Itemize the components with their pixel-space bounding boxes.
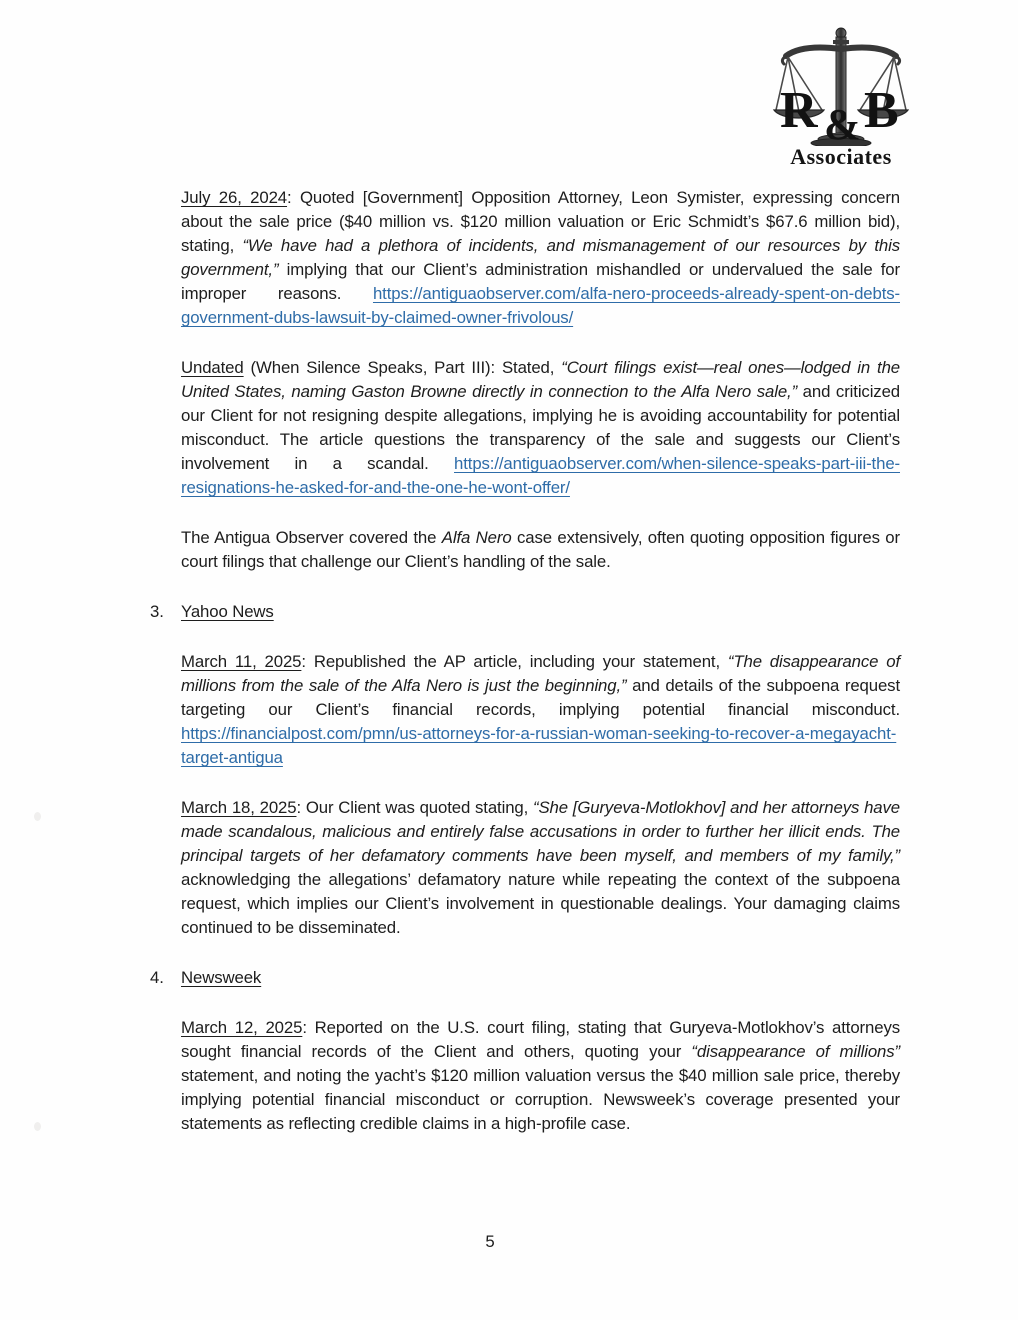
body-text: acknowledging the allegations’ defamatory nature while repeating the context of the subpoena request, which implies our Client’s involvement in questionable dealings. Your damaging claims continued to be disseminated. [181,870,900,937]
date-label: March 12, 2025 [181,1018,303,1037]
body-text: and criticized our Client for not resigning despite allegations, implying he is avoiding accountability for potential misconduct. The article questions the transparency of the sale and suggests our Client’s involvement in a scandal. [181,382,901,473]
body-text: The Antigua Observer covered the [181,528,442,547]
logo-ampersand: & [824,100,861,146]
quoted-statement: “Court filings exist—real ones—lodged in the United States, naming Gaston Browne directly in connection to the Alfa Nero sale,” [181,358,901,401]
hyperlink[interactable]: https://financialpost.com/pmn/us-attorneys-for-a-russian-woman-seeking-to-recover-a-megayacht-target-antigua [181,724,897,767]
hyperlink[interactable]: https://antiguaobserver.com/when-silence-speaks-part-iii-the-resignations-he-asked-for-and-the-one-he-wont-offer/ [181,454,900,497]
section-title: Newsweek [181,968,262,987]
scales-of-justice-icon [772,26,910,146]
body-text: : Reported on the U.S. court filing, stating that Guryeva-Motlokhov’s attorneys sought financial records of the Client and others, quoting your [181,1018,900,1061]
hyperlink[interactable]: https://antiguaobserver.com/alfa-nero-proceeds-already-spent-on-debts-government-dubs-lawsuit-by-claimed-owner-frivolous/ [181,284,900,327]
paragraph [181,650,900,770]
section-heading [150,600,900,624]
section-number: 4. [150,968,164,987]
body-text: statement, and noting the yacht’s $120 million valuation versus the $40 million sale price, thereby implying potential financial misconduct or corruption. Newsweek’s coverage presented your statements as reflecting credible claims in a high-profile case. [181,1066,900,1133]
body-text: case extensively, often quoting opposition figures or court filings that challenge our Client’s handling of the sale. [181,528,900,571]
logo-caption: Associates [790,144,892,169]
law-firm-logo [770,26,912,170]
body-text: : Our Client was quoted stating, [296,798,533,817]
body-text: and details of the subpoena request targeting our Client’s financial records, implying potential financial misconduct. [181,676,900,719]
date-label: March 11, 2025 [181,652,302,671]
quoted-statement: “She [Guryeva-Motlokhov] and her attorneys have made scandalous, malicious and entirely false accusations in order to further her illicit ends. The principal targets of her defamatory comments have been myself, and members of my family,” [181,798,900,865]
scan-artifact [34,812,41,821]
logo-letter-r: R [780,82,818,139]
date-label: July 26, 2024 [181,188,288,207]
logo-letter-b: B [864,82,899,139]
paragraph [181,796,900,940]
paragraph [181,1016,900,1136]
quoted-statement: “We have had a plethora of incidents, and mismanagement of our resources by this government,” [181,236,901,279]
paragraph [181,526,900,574]
body-text: : Quoted [Government] Opposition Attorney, Leon Symister, expressing concern about the sale price ($40 million vs. $120 million valuation or Eric Schmidt’s $67.6 million bid), stating, [181,188,900,255]
paragraph [181,356,900,500]
quoted-statement: “disappearance of millions” [691,1042,900,1061]
quoted-statement: “The disappearance of millions from the sale of the Alfa Nero is just the beginning,” [181,652,900,695]
body-text: : Republished the AP article, including your statement, [301,652,728,671]
body-text: (When Silence Speaks, Part III): Stated, [243,358,562,377]
paragraph [181,186,900,330]
document-body [150,186,901,1162]
body-text: implying that our Client’s administration mishandled or undervalued the sale for improper reasons. [181,260,900,303]
page-number: 5 [485,1232,495,1251]
quoted-statement: Alfa Nero [441,528,512,547]
section-heading [150,966,900,990]
scan-artifact [34,1122,41,1131]
date-label: March 18, 2025 [181,798,297,817]
section-title: Yahoo News [181,602,274,621]
date-label: Undated [181,358,244,377]
section-number: 3. [150,602,164,621]
